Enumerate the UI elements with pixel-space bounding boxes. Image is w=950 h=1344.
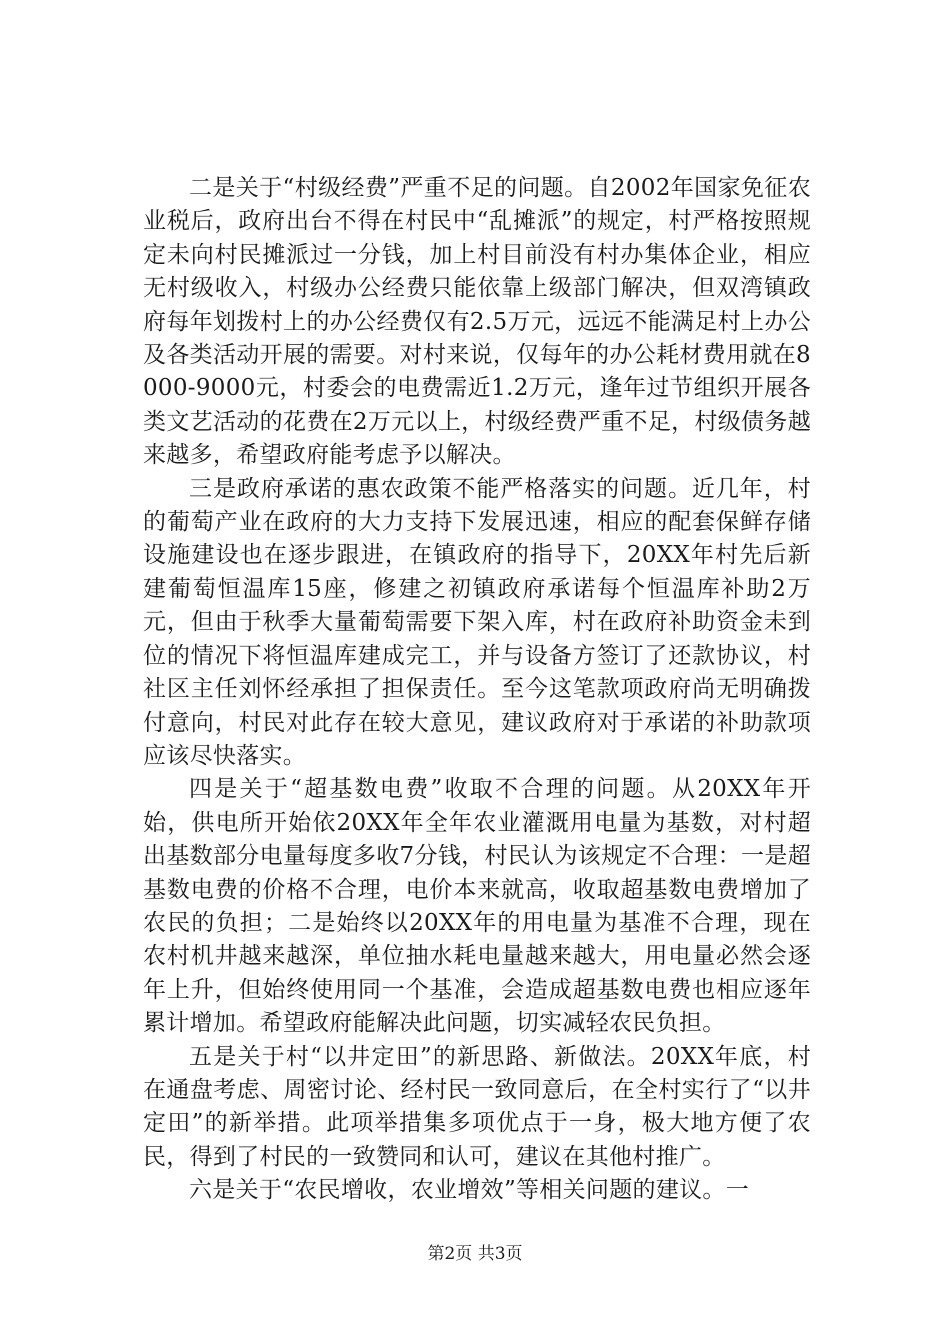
paragraph-village-funds: 二是关于“村级经费”严重不足的问题。自2002年国家免征农业税后，政府出台不得在村民中“乱摊派”的规定，村严格按照规定未向村民摊派过一分钱，加上村目前没有村办集体企业，相应无村级收入，村级办公经费只能依靠上级部门解决，但双湾镇政府每年划拨村上的办公经费仅有2.5万元，远远不能满足村上办公及各类活动开展的需要。对村来说，仅每年的办公耗材费用就在8000-9000元，村委会的电费需近1.2万元，逢年过节组织开展各类文艺活动的花费在2万元以上，村级经费严重不足，村级债务越来越多，希望政府能考虑予以解决。 bbox=[143, 175, 811, 469]
paragraph-policy-implementation: 三是政府承诺的惠农政策不能严格落实的问题。近几年，村的葡萄产业在政府的大力支持下发展迅速，相应的配套保鲜存储设施建设也在逐步跟进，在镇政府的指导下，20XX年村先后新建葡萄恒温库15座，修建之初镇政府承诺每个恒温库补助2万元，但由于秋季大量葡萄需要下架入库，村在政府补助资金未到位的情况下将恒温库建成完工，并与设备方签订了还款协议，村社区主任刘怀经承担了担保责任。至今这笔款项政府尚无明确拨付意向，村民对此存在较大意见，建议政府对于承诺的补助款项应该尽快落实。 bbox=[143, 475, 811, 769]
page-number-footer: 第2页 共3页 bbox=[427, 1244, 523, 1264]
paragraph-income-suggestions: 六是关于“农民增收，农业增效”等相关问题的建议。一 bbox=[189, 1177, 750, 1204]
paragraph-well-land-policy: 五是关于村“以井定田”的新思路、新做法。20XX年底，村在通盘考虑、周密讨论、经村民一致同意后，在全村实行了“以井定田”的新举措。此项举措集多项优点于一身，极大地方便了农民，得到了村民的一致赞同和认可，建议在其他村推广。 bbox=[143, 1043, 811, 1170]
document-body bbox=[143, 172, 811, 1208]
paragraph-electricity-fee: 四是关于“超基数电费”收取不合理的问题。从20XX年开始，供电所开始依20XX年全年农业灌溉用电量为基数，对村超出基数部分电量每度多收7分钱，村民认为该规定不合理：一是超基数电费的价格不合理，电价本来就高，收取超基数电费增加了农民的负担；二是始终以20XX年的用电量为基准不合理，现在农村机井越来越深，单位抽水耗电量越来越大，用电量必然会逐年上升，但始终使用同一个基准，会造成超基数电费也相应逐年累计增加。希望政府能解决此问题，切实减轻农民负担。 bbox=[143, 776, 811, 1037]
